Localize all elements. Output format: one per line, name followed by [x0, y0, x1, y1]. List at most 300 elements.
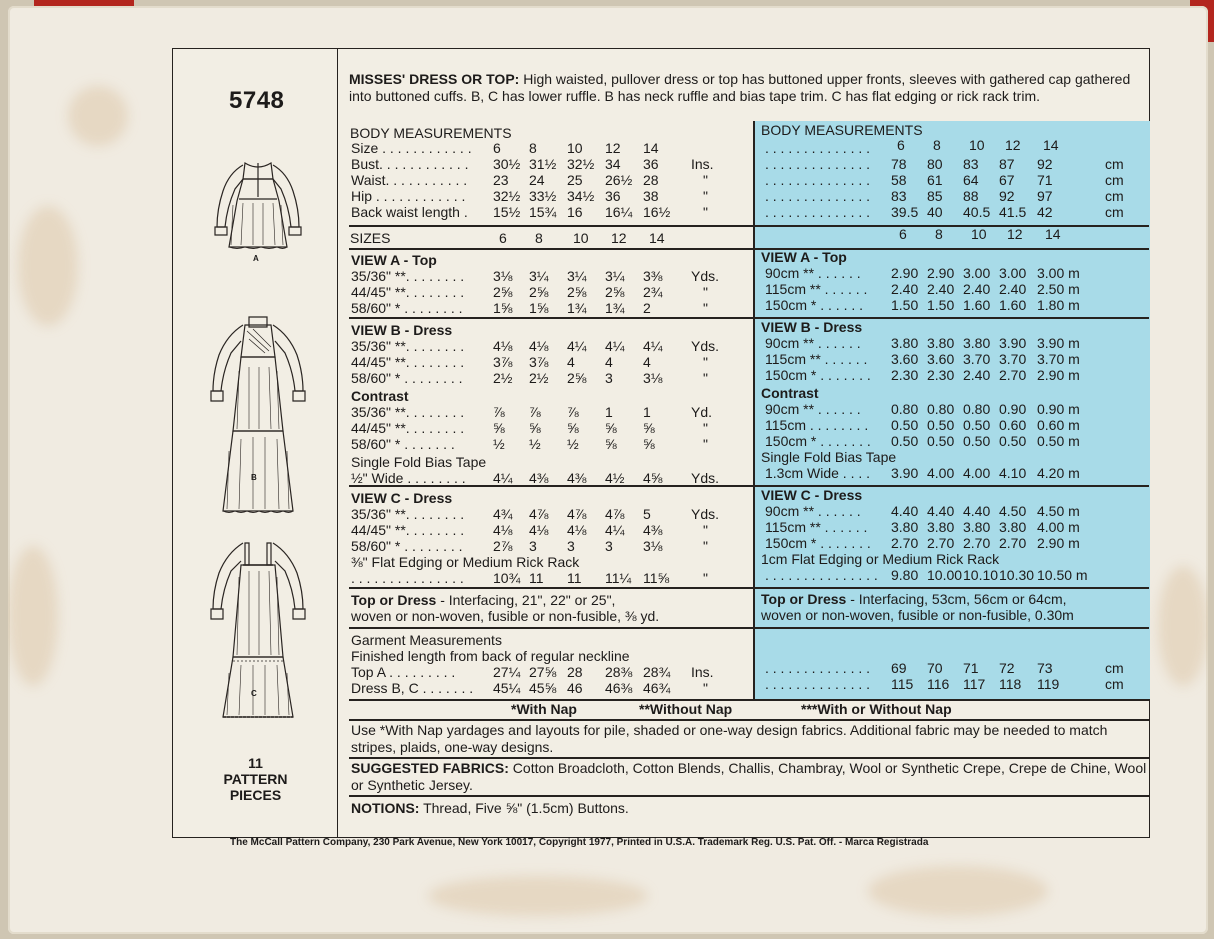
description-text: High waisted, pullover dress or top has buttoned upper fronts, sleeves with gathered cap gathered into buttoned cuffs. B, C has lower ruffle. B has neck ruffle and bias tape trim. C has flat edging or rick rack trim. [349, 71, 1131, 104]
view-c-illustration [193, 537, 323, 727]
garment-title: Garment Measurements [351, 632, 502, 648]
metric-size-value: 6 [897, 137, 905, 153]
interfacing-imperial: Top or Dress - Interfacing, 21", 22" or 25", [351, 592, 616, 608]
metric-view-b-contrast-row-value: 0.50 [963, 417, 991, 433]
body-waist-value: 24 [529, 172, 545, 188]
metric-view-b-row-value: 2.40 [963, 367, 991, 383]
metric-view-b-row-value: 3.80 [927, 335, 955, 351]
rule-interfacing [349, 587, 1149, 589]
metric-size-value: 12 [1005, 137, 1021, 153]
body-back_waist-value: 16 [567, 204, 583, 220]
metric-view-b-row-value: 3.90 [999, 335, 1027, 351]
view-b-row-value: 4 [643, 354, 651, 370]
view-b-row-unit: Yds. [691, 338, 720, 354]
view-c-row-value: 4⅜ [643, 522, 663, 538]
view-c-row-value: 3 [567, 538, 575, 554]
body-back_waist-value: 15½ [493, 204, 521, 220]
body-bust-value: 32½ [567, 156, 595, 172]
metric-view-b-contrast-row-value: 0.50 [927, 417, 955, 433]
garment-row-value: 27¼ [493, 664, 521, 680]
metric-garment-row-value: 70 [927, 660, 943, 676]
metric-view-c-row-value: 4.40 [963, 503, 991, 519]
pattern-pieces [193, 755, 318, 803]
view-a-row-value: 2⅝ [567, 284, 587, 300]
rule-nap-note [349, 719, 1149, 721]
view-b-row-value: 4¼ [643, 338, 663, 354]
view-b-row-value: 3 [605, 370, 613, 386]
view-b-contrast-row-value: ⅝ [643, 420, 655, 436]
view-b-row-value: 4¼ [605, 338, 625, 354]
garment-row-value: 28⅜ [605, 664, 633, 680]
view-b-contrast-row-unit: Yd. [691, 404, 713, 420]
view-a-row-value: 3¼ [605, 268, 625, 284]
rule-nap [349, 699, 1149, 701]
metric-view-b-contrast-row-label: 90cm ** . . . . . . [765, 401, 861, 417]
view-b-contrast-row-unit: " [703, 420, 708, 436]
view-b-contrast-row-label: 35/36" **. . . . . . . . [351, 404, 465, 420]
metric-hip-unit: cm [1105, 188, 1124, 204]
body-hip-value: 34½ [567, 188, 595, 204]
metric-view-b-bias-row-label: 1.3cm Wide . . . . [765, 465, 871, 481]
metric-view-b-bias-row-value: 4.10 [999, 465, 1027, 481]
metric-view-a-row-value: 3.00 [999, 265, 1027, 281]
view-b-row-value: 3⅞ [493, 354, 513, 370]
metric-view-a-row-value: 2.40 [927, 281, 955, 297]
metric-view-c-row-value: 4.40 [891, 503, 919, 519]
metric-garment-row-value: 119 [1037, 676, 1060, 692]
metric-hip-value: 83 [891, 188, 907, 204]
sizes-metric-value: 6 [899, 226, 907, 242]
view-c-row-value: 4⅞ [529, 506, 549, 522]
metric-view-a-row-value: 2.90 [927, 265, 955, 281]
view-c-row-unit: " [703, 522, 708, 538]
body-bust-label: Bust. . . . . . . . . . . . [351, 156, 469, 172]
body-hip-value: 32½ [493, 188, 521, 204]
metric-view-c-row-value: 2.70 [927, 535, 955, 551]
metric-view-c-edging-row-value: 10.10 [963, 567, 999, 583]
view-c-row-value: 4⅞ [567, 506, 587, 522]
view-c-row-unit: " [703, 538, 708, 554]
metric-view-b-bias-row-value: 4.00 [963, 465, 991, 481]
metric-view-a-row-value: 2.40 [963, 281, 991, 297]
metric-view-c-row-value: 4.00 m [1037, 519, 1080, 535]
metric-back_waist-label: . . . . . . . . . . . . . . [765, 204, 871, 220]
view-a-row-value: 2⅝ [493, 284, 513, 300]
view-a-row-label: 58/60" * . . . . . . . . [351, 300, 463, 316]
body-bust-value: 36 [643, 156, 659, 172]
metric-view-a-row-value: 2.40 [891, 281, 919, 297]
view-b-illustration [193, 311, 323, 521]
view-c-row-label: 58/60" * . . . . . . . . [351, 538, 463, 554]
metric-view-b-bias-row-value: 3.90 [891, 465, 919, 481]
pieces-line1: PATTERN [223, 771, 288, 787]
metric-garment-row-value: 117 [963, 676, 986, 692]
rule-fabrics [349, 757, 1149, 759]
view-a-row-value: 1¾ [605, 300, 625, 316]
description [349, 71, 1139, 105]
metric-waist-value: 64 [963, 172, 979, 188]
view-b-contrast-row-value: 1 [643, 404, 651, 420]
suggested-fabrics [351, 760, 1147, 794]
metric-bust-value: 80 [927, 156, 943, 172]
view-b-contrast-row-value: ⅝ [605, 420, 617, 436]
view-a-row-label: 44/45" **. . . . . . . . [351, 284, 465, 300]
view-c-edging-row-unit: " [703, 570, 708, 586]
metric-view-b-contrast-row-value: 0.60 m [1037, 417, 1080, 433]
metric-view-b-row-value: 2.70 [999, 367, 1027, 383]
body-waist-label: Waist. . . . . . . . . . . [351, 172, 468, 188]
view-a-row-unit: " [703, 300, 708, 316]
metric-view-b-row-value: 2.30 [927, 367, 955, 383]
garment-row-unit: Ins. [691, 664, 714, 680]
body-back_waist-value: 16¼ [605, 204, 633, 220]
view-b-row-value: 4 [567, 354, 575, 370]
view-c-edging-row-value: 11⅝ [643, 570, 670, 586]
body-measurements-title: BODY MEASUREMENTS [350, 125, 512, 141]
view-b-contrast-row-label: 58/60" * . . . . . . . [351, 436, 455, 452]
view-c-row-value: 4⅛ [529, 522, 549, 538]
metric-hip-label: . . . . . . . . . . . . . . [765, 188, 871, 204]
view-c-row-value: 4¾ [493, 506, 513, 522]
metric-view-c-row-value: 4.50 m [1037, 503, 1080, 519]
metric-back_waist-value: 40 [927, 204, 943, 220]
view-b-contrast-row-value: ⅝ [567, 420, 579, 436]
garment-row-value: 27⅝ [529, 664, 557, 680]
metric-view-c-row-value: 4.50 [999, 503, 1027, 519]
view-c-row-value: 4⅛ [493, 522, 513, 538]
metric-view-c-row-value: 3.80 [963, 519, 991, 535]
interfacing-metric: Top or Dress - Interfacing, 53cm, 56cm or 64cm, [761, 591, 1067, 607]
metric-back_waist-value: 42 [1037, 204, 1053, 220]
metric-size-value: 14 [1043, 137, 1059, 153]
metric-view-b-contrast-row-value: 0.50 [999, 433, 1027, 449]
metric-garment-row-value: 115 [891, 676, 914, 692]
metric-view-b-contrast-row-value: 0.80 [927, 401, 955, 417]
metric-view-a-row-value: 2.50 m [1037, 281, 1080, 297]
metric-view-b-contrast-row-value: 0.50 [963, 433, 991, 449]
view-c-row-label: 44/45" **. . . . . . . . [351, 522, 465, 538]
sizes-imperial-value: 14 [649, 230, 665, 246]
metric-view-b-row-value: 3.90 m [1037, 335, 1080, 351]
view-a-row-value: 2¾ [643, 284, 663, 300]
metric-garment-row-unit: cm [1105, 660, 1124, 676]
view-a-row-unit: " [703, 284, 708, 300]
metric-view-c-edging-title: 1cm Flat Edging or Medium Rick Rack [761, 551, 1000, 567]
sizes-imperial-value: 6 [499, 230, 507, 246]
notions-text: Thread, Five ⅝" (1.5cm) Buttons. [419, 800, 629, 816]
nap-legend-with: *With Nap [511, 701, 577, 717]
sizes-metric-value: 8 [935, 226, 943, 242]
metric-view-b-bias-row-value: 4.00 [927, 465, 955, 481]
view-b-contrast-row-value: ⅝ [529, 420, 541, 436]
metric-view-b-contrast-row-label: 150cm * . . . . . . . [765, 433, 871, 449]
view-b-contrast-row-value: ⅝ [493, 420, 505, 436]
view-b-row-value: 4⅛ [529, 338, 549, 354]
metric-bust-value: 78 [891, 156, 907, 172]
view-b-row-value: 2⅝ [567, 370, 587, 386]
view-b-row-value: 3⅛ [643, 370, 663, 386]
metric-hip-value: 92 [999, 188, 1015, 204]
view-b-row-value: 4 [605, 354, 613, 370]
metric-view-a-row-value: 1.50 [891, 297, 919, 313]
metric-view-b-contrast-title: Contrast [761, 385, 819, 401]
notions [351, 800, 1147, 817]
view-a-row-value: 3¼ [567, 268, 587, 284]
view-b-contrast-title: Contrast [351, 388, 409, 404]
metric-view-c-edging-row-value: 10.50 m [1037, 567, 1088, 583]
view-b-contrast-row-value: 1 [605, 404, 613, 420]
view-b-title: VIEW B - Dress [351, 322, 453, 338]
view-c-row-value: 3 [529, 538, 537, 554]
body-hip-value: 33½ [529, 188, 557, 204]
view-b-bias-title: Single Fold Bias Tape [351, 454, 487, 470]
view-b-bias-row-value: 4⅝ [643, 470, 663, 486]
view-c-row-value: 3 [605, 538, 613, 554]
metric-bust-value: 87 [999, 156, 1015, 172]
body-back_waist-unit: " [703, 204, 708, 220]
body-bust-value: 34 [605, 156, 621, 172]
metric-garment-row-unit: cm [1105, 676, 1124, 692]
metric-view-b-row-label: 150cm * . . . . . . . [765, 367, 871, 383]
view-b-row-label: 35/36" **. . . . . . . . [351, 338, 465, 354]
view-b-contrast-row-unit: " [703, 436, 708, 452]
body-size-value: 6 [493, 140, 501, 156]
body-waist-value: 25 [567, 172, 583, 188]
metric-view-c-edging-row-value: 10.00 [927, 567, 963, 583]
pieces-line2: PIECES [229, 787, 282, 803]
sizes-metric-value: 12 [1007, 226, 1023, 242]
pieces-count: 11 [248, 755, 263, 771]
metric-view-a-row-value: 3.00 m [1037, 265, 1080, 281]
view-b-bias-row-value: 4¼ [493, 470, 513, 486]
body-hip-label: Hip . . . . . . . . . . . . [351, 188, 466, 204]
metric-view-b-row-value: 3.70 m [1037, 351, 1080, 367]
interfacing-imperial-line2: woven or non-woven, fusible or non-fusible, ⅜ yd. [351, 608, 660, 624]
center-divider [753, 121, 755, 699]
view-b-bias-row-value: 4⅜ [529, 470, 549, 486]
metric-waist-value: 58 [891, 172, 907, 188]
body-size-label: Size . . . . . . . . . . . . [351, 140, 472, 156]
body-waist-value: 23 [493, 172, 509, 188]
view-column [173, 49, 338, 837]
view-a-row-value: 3⅜ [643, 268, 663, 284]
garment-row-label: Top A . . . . . . . . . [351, 664, 456, 680]
garment-row-value: 28¾ [643, 664, 671, 680]
sizes-metric-value: 10 [971, 226, 987, 242]
body-size-value: 12 [605, 140, 621, 156]
garment-row-value: 28 [567, 664, 583, 680]
metric-waist-value: 67 [999, 172, 1015, 188]
view-a-row-value: 2 [643, 300, 651, 316]
garment-row-unit: " [703, 680, 708, 696]
metric-view-c-row-label: 115cm ** . . . . . . [765, 519, 868, 535]
interfacing-metric-line2: woven or non-woven, fusible or non-fusible, 0.30m [761, 607, 1074, 623]
metric-garment-row-value: 72 [999, 660, 1015, 676]
garment-row-value: 45¼ [493, 680, 521, 696]
view-b-row-unit: " [703, 370, 708, 386]
metric-view-b-contrast-row-value: 0.80 [891, 401, 919, 417]
fabrics-text: Cotton Broadcloth, Cotton Blends, Challis, Chambray, Wool or Synthetic Crepe, Crepe de Chine, Wool or Synthetic Jersey. [351, 760, 1147, 793]
metric-view-b-title: VIEW B - Dress [761, 319, 863, 335]
garment-subtitle: Finished length from back of regular neckline [351, 648, 630, 664]
view-b-contrast-row-label: 44/45" **. . . . . . . . [351, 420, 465, 436]
pattern-number: 5748 [229, 87, 285, 114]
metric-view-a-row-value: 1.50 [927, 297, 955, 313]
fabrics-label: SUGGESTED FABRICS: [351, 760, 509, 776]
body-size-value: 10 [567, 140, 583, 156]
metric-size-value: 8 [933, 137, 941, 153]
sizes-label: SIZES [350, 230, 391, 246]
rule-garment [349, 627, 1149, 629]
metric-back_waist-unit: cm [1105, 204, 1124, 220]
view-b-contrast-row-value: ½ [567, 436, 579, 452]
metric-view-c-title: VIEW C - Dress [761, 487, 863, 503]
body-bust-unit: Ins. [691, 156, 714, 172]
metric-garment-row-value: 69 [891, 660, 907, 676]
view-c-row-value: 2⅞ [493, 538, 513, 554]
body-waist-value: 28 [643, 172, 659, 188]
metric-view-b-contrast-row-value: 0.50 [891, 417, 919, 433]
view-b-contrast-row-value: ½ [493, 436, 505, 452]
view-a-title: VIEW A - Top [351, 252, 437, 268]
view-c-row-value: 4⅞ [605, 506, 625, 522]
metric-bust-label: . . . . . . . . . . . . . . [765, 156, 871, 172]
metric-view-b-row-value: 3.80 [891, 335, 919, 351]
body-measurements-title-metric: BODY MEASUREMENTS [761, 122, 923, 138]
metric-waist-value: 61 [927, 172, 943, 188]
metric-view-a-row-value: 1.60 [999, 297, 1027, 313]
metric-bust-value: 83 [963, 156, 979, 172]
metric-waist-unit: cm [1105, 172, 1124, 188]
metric-view-c-edging-row-value: 9.80 [891, 567, 919, 583]
metric-view-c-edging-row-value: 10.30 [999, 567, 1035, 583]
body-hip-value: 36 [605, 188, 621, 204]
body-size-value: 8 [529, 140, 537, 156]
metric-view-a-row-value: 2.90 [891, 265, 919, 281]
metric-bust-unit: cm [1105, 156, 1124, 172]
metric-view-a-row-value: 1.60 [963, 297, 991, 313]
rule-notions [349, 795, 1149, 797]
body-waist-unit: " [703, 172, 708, 188]
metric-view-b-bias-title: Single Fold Bias Tape [761, 449, 897, 465]
view-b-row-value: 4⅛ [493, 338, 513, 354]
view-b-row-value: 3⅞ [529, 354, 549, 370]
view-b-contrast-row-value: ½ [529, 436, 541, 452]
view-b-row-label: 58/60" * . . . . . . . . [351, 370, 463, 386]
metric-view-a-row-value: 3.00 [963, 265, 991, 281]
metric-view-b-contrast-row-value: 0.50 [927, 433, 955, 449]
metric-view-b-contrast-row-value: 0.60 [999, 417, 1027, 433]
metric-view-a-row-label: 115cm ** . . . . . . [765, 281, 868, 297]
nap-legend-without: **Without Nap [639, 701, 733, 717]
metric-view-c-row-value: 2.70 [963, 535, 991, 551]
nap-note: Use *With Nap yardages and layouts for pile, shaded or one-way design fabrics. Additional fabric may be needed to match stripes, plaids, one-way designs. [351, 722, 1108, 755]
view-a-row-value: 2⅝ [605, 284, 625, 300]
metric-view-a-title: VIEW A - Top [761, 249, 847, 265]
metric-view-b-row-label: 115cm ** . . . . . . [765, 351, 868, 367]
metric-view-c-row-value: 4.40 [927, 503, 955, 519]
metric-back_waist-value: 40.5 [963, 204, 991, 220]
view-c-title: VIEW C - Dress [351, 490, 453, 506]
metric-view-b-row-value: 2.30 [891, 367, 919, 383]
view-b-bias-row-value: 4½ [605, 470, 625, 486]
view-b-contrast-row-value: ⅝ [605, 436, 617, 452]
view-c-label: C [251, 689, 257, 698]
body-bust-value: 30½ [493, 156, 521, 172]
view-b-row-unit: " [703, 354, 708, 370]
metric-view-a-row-label: 150cm * . . . . . . [765, 297, 864, 313]
view-a-label: A [253, 254, 259, 263]
metric-view-b-contrast-row-label: 115cm . . . . . . . . [765, 417, 869, 433]
metric-view-b-contrast-row-value: 0.50 [891, 433, 919, 449]
view-c-row-label: 35/36" **. . . . . . . . [351, 506, 465, 522]
view-c-edging-row-label: . . . . . . . . . . . . . . . [351, 570, 464, 586]
body-waist-value: 26½ [605, 172, 633, 188]
metric-view-b-row-value: 3.60 [891, 351, 919, 367]
view-a-row-value: 2⅝ [529, 284, 549, 300]
garment-row-value: 46⅜ [605, 680, 633, 696]
metric-view-b-contrast-row-value: 0.90 [999, 401, 1027, 417]
body-hip-value: 38 [643, 188, 659, 204]
metric-back_waist-value: 39.5 [891, 204, 919, 220]
view-a-row-label: 35/36" **. . . . . . . . [351, 268, 465, 284]
rule-view-c [349, 485, 1149, 487]
rule-view-b [349, 317, 1149, 319]
view-c-edging-title: ⅜" Flat Edging or Medium Rick Rack [351, 554, 580, 570]
metric-hip-value: 85 [927, 188, 943, 204]
metric-view-c-row-value: 3.80 [999, 519, 1027, 535]
metric-view-b-row-value: 3.80 [963, 335, 991, 351]
metric-view-c-row-value: 2.90 m [1037, 535, 1080, 551]
metric-garment-row-label: . . . . . . . . . . . . . . [765, 676, 871, 692]
metric-view-c-row-value: 2.70 [999, 535, 1027, 551]
metric-view-b-bias-row-value: 4.20 m [1037, 465, 1080, 481]
metric-view-b-contrast-row-value: 0.90 m [1037, 401, 1080, 417]
view-b-bias-row-unit: Yds. [691, 470, 720, 486]
view-b-bias-row-value: 4⅜ [567, 470, 587, 486]
metric-bust-value: 92 [1037, 156, 1053, 172]
body-size-value: 14 [643, 140, 659, 156]
metric-view-b-row-value: 3.70 [999, 351, 1027, 367]
metric-garment-row-value: 118 [999, 676, 1022, 692]
metric-view-c-row-value: 2.70 [891, 535, 919, 551]
metric-size-dots: . . . . . . . . . . . . . . [765, 140, 871, 156]
view-b-contrast-row-value: ⅞ [529, 404, 541, 420]
body-back_waist-label: Back waist length . [351, 204, 468, 220]
metric-garment-row-value: 71 [963, 660, 979, 676]
view-b-row-label: 44/45" **. . . . . . . . [351, 354, 465, 370]
rule-sizes-top [349, 225, 1149, 227]
rule-after-sizes [349, 248, 1149, 250]
view-b-row-value: 2½ [529, 370, 549, 386]
publisher-footer: The McCall Pattern Company, 230 Park Avenue, New York 10017, Copyright 1977, Printed in U.S.A. Trademark Reg. U.S. Pat. Off. - Marca Registrada [230, 837, 929, 848]
metric-view-c-edging-row-label: . . . . . . . . . . . . . . . [765, 567, 878, 583]
view-b-contrast-row-value: ⅞ [567, 404, 579, 420]
metric-back_waist-value: 41.5 [999, 204, 1027, 220]
view-c-edging-row-value: 10¾ [493, 570, 521, 586]
body-back_waist-value: 15¾ [529, 204, 557, 220]
view-b-contrast-row-value: ⅞ [493, 404, 505, 420]
view-c-edging-row-value: 11 [529, 570, 544, 586]
metric-view-a-row-value: 1.80 m [1037, 297, 1080, 313]
metric-waist-value: 71 [1037, 172, 1053, 188]
view-a-row-value: 3¼ [529, 268, 549, 284]
metric-view-a-row-value: 2.40 [999, 281, 1027, 297]
view-a-row-value: 1⅝ [493, 300, 513, 316]
garment-row-value: 46 [567, 680, 583, 696]
garment-row-label: Dress B, C . . . . . . . [351, 680, 474, 696]
metric-hip-value: 97 [1037, 188, 1053, 204]
